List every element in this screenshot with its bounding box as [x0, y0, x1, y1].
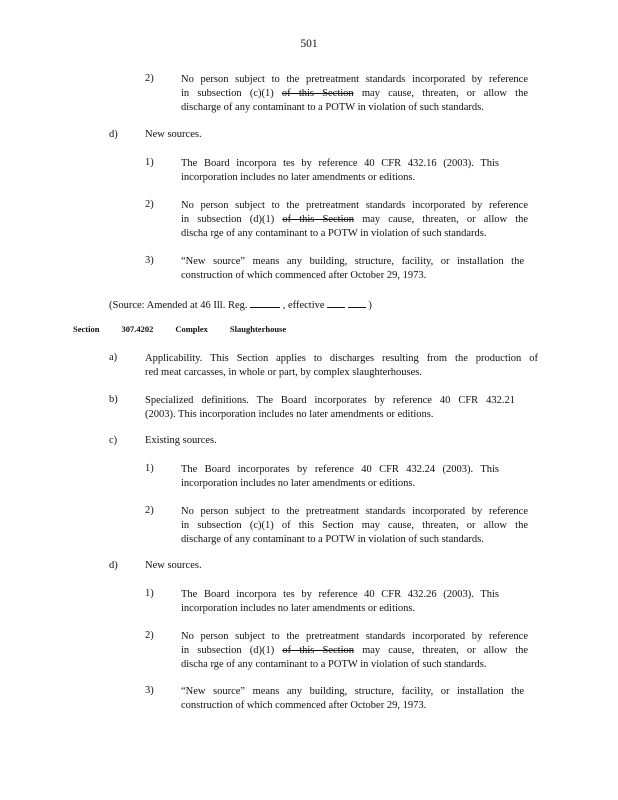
page-number: 501	[300, 38, 318, 50]
paragraph	[181, 199, 528, 242]
text-line: construction of which commenced after October 29, 1973.	[181, 700, 427, 712]
paragraph	[145, 352, 538, 380]
paragraph	[181, 157, 499, 185]
section-heading: Section 307.4202 Complex Slaughterhouse	[73, 324, 287, 334]
item-label: 3)	[145, 685, 154, 696]
struck-text: of this Section	[281, 88, 354, 100]
item-label: 3)	[145, 255, 154, 266]
item-label: d)	[109, 560, 118, 571]
item-label: 1)	[145, 588, 154, 599]
text-line: discha rge of any contaminant to a POTW in violation of such standards.	[181, 659, 487, 671]
text-line: (2003). This incorporation includes no later amendments or editions.	[145, 409, 434, 421]
text-line: The Board incorpora tes by reference 40 CFR 432.26 (2003). This	[181, 589, 499, 600]
paragraph	[181, 588, 499, 616]
subsection-title: New sources.	[145, 560, 202, 571]
paragraph	[181, 685, 524, 713]
text-line: in subsection (c)(1) of this Section may cause, threaten, or allow the	[181, 88, 529, 100]
text-line: No person subject to the pretreatment standards incorporated by reference	[181, 506, 528, 517]
text-line: in subsection (c)(1) of this Section may cause, threaten, or allow the	[181, 520, 528, 532]
text-line: discharge of any contaminant to a POTW in violation of such standards.	[181, 102, 484, 114]
text-line: incorporation includes no later amendments or editions.	[181, 172, 416, 184]
text-line: construction of which commenced after October 29, 1973.	[181, 270, 427, 282]
text-line: incorporation includes no later amendments or editions.	[181, 603, 416, 615]
paragraph	[181, 73, 528, 116]
blank-line	[250, 297, 280, 308]
source-note: (Source: Amended at 46 Ill. Reg. , effective )	[109, 297, 372, 311]
struck-text: of this Section	[282, 645, 354, 657]
text-line: Applicability. This Section applies to discharges resulting from the production of	[145, 353, 538, 364]
text-line: in subsection (d)(1) of this Section may cause, threaten, or allow the	[181, 214, 529, 226]
item-label: 1)	[145, 157, 154, 168]
text-line: discharge of any contaminant to a POTW in violation of such standards.	[181, 534, 484, 546]
item-label: c)	[109, 435, 118, 446]
item-label: b)	[109, 394, 118, 405]
text-line: No person subject to the pretreatment standards incorporated by reference	[181, 200, 528, 211]
item-label: 2)	[145, 630, 154, 641]
text-line: discha rge of any contaminant to a POTW in violation of such standards.	[181, 228, 487, 240]
item-label: d)	[109, 129, 118, 140]
text-line: The Board incorpora tes by reference 40 CFR 432.16 (2003). This	[181, 158, 499, 169]
text-line: No person subject to the pretreatment standards incorporated by reference	[181, 74, 528, 85]
paragraph	[181, 255, 524, 283]
text-line: “New source” means any building, structure, facility, or installation the	[181, 256, 524, 267]
item-label: 1)	[145, 463, 154, 474]
text-line: “New source” means any building, structure, facility, or installation the	[181, 686, 524, 697]
text-line: in subsection (d)(1) of this Section may cause, threaten, or allow the	[181, 645, 529, 657]
item-label: 2)	[145, 199, 154, 210]
subsection-title: New sources.	[145, 129, 202, 140]
blank-line	[327, 297, 345, 308]
item-label: 2)	[145, 505, 154, 516]
item-label: 2)	[145, 73, 154, 84]
text-line: No person subject to the pretreatment standards incorporated by reference	[181, 631, 528, 642]
paragraph	[181, 630, 528, 673]
subsection-title: Existing sources.	[145, 435, 217, 446]
text-line: incorporation includes no later amendments or editions.	[181, 478, 416, 490]
blank-line	[348, 297, 366, 308]
paragraph	[181, 463, 499, 491]
struck-text: of this Section	[282, 214, 354, 226]
item-label: a)	[109, 352, 118, 363]
text-line: red meat carcasses, in whole or part, by complex slaughterhouses.	[145, 367, 422, 379]
paragraph	[181, 505, 528, 548]
text-line: Specialized definitions. The Board incorporates by reference 40 CFR 432.21	[145, 395, 515, 406]
text-line: The Board incorporates by reference 40 CFR 432.24 (2003). This	[181, 464, 499, 475]
paragraph	[145, 394, 515, 422]
